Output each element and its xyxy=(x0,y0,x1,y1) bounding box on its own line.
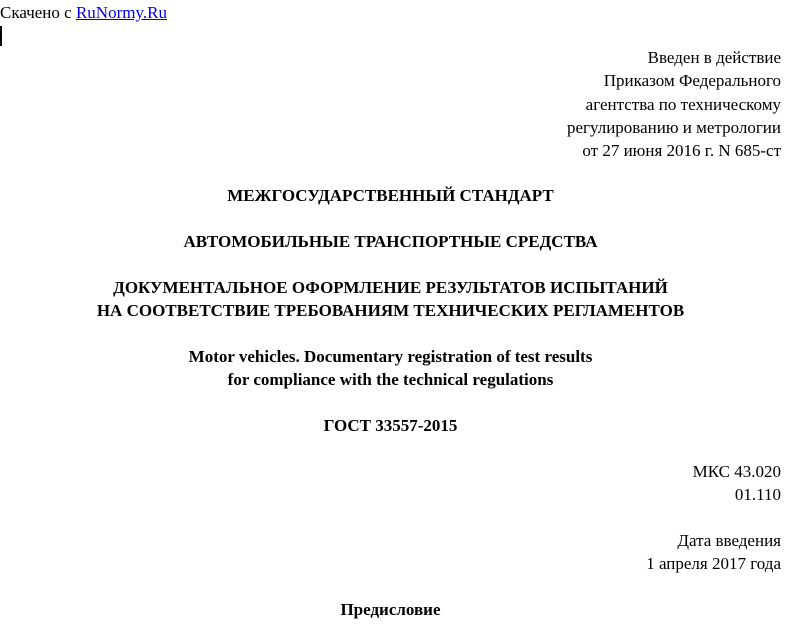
document-title-line: ДОКУМЕНТАЛЬНОЕ ОФОРМЛЕНИЕ РЕЗУЛЬТАТОВ ИСПЫТАНИЙ xyxy=(113,278,668,297)
approval-line: от 27 июня 2016 г. N 685-ст xyxy=(582,141,781,161)
english-title-line: for compliance with the technical regulations xyxy=(227,370,554,389)
classification-line: 01.110 xyxy=(734,485,781,505)
document-title xyxy=(0,276,781,322)
approval-line: регулированию и метрологии xyxy=(566,117,781,137)
vehicles-heading: АВТОМОБИЛЬНЫЕ ТРАНСПОРТНЫЕ СРЕДСТВА xyxy=(183,232,598,251)
source-prefix: Скачено с xyxy=(0,3,76,22)
english-title xyxy=(0,345,781,391)
foreword-heading: Предисловие xyxy=(340,600,441,619)
classification-line: МКС 43.020 xyxy=(692,462,781,481)
approval-line: агентства по техническому xyxy=(585,94,781,114)
introduction-label: Дата введения xyxy=(677,531,781,550)
approval-line: Введен в действие xyxy=(647,48,781,67)
source-line xyxy=(0,3,167,23)
text-cursor xyxy=(0,26,2,46)
classification-block xyxy=(693,460,781,507)
english-title-line: Motor vehicles. Documentary registration of test results xyxy=(188,347,593,366)
approval-line: Приказом Федерального xyxy=(603,71,781,91)
interstate-standard-heading: МЕЖГОСУДАРСТВЕННЫЙ СТАНДАРТ xyxy=(227,186,554,205)
introduction-date-block xyxy=(646,529,781,576)
source-link[interactable]: RuNormy.Ru xyxy=(75,3,167,22)
introduction-date: 1 апреля 2017 года xyxy=(646,554,781,574)
approval-block xyxy=(567,46,781,162)
document-title-line: НА СООТВЕТСТВИЕ ТРЕБОВАНИЯМ ТЕХНИЧЕСКИХ РЕГЛАМЕНТОВ xyxy=(96,301,685,320)
gost-number: ГОСТ 33557-2015 xyxy=(323,416,458,435)
